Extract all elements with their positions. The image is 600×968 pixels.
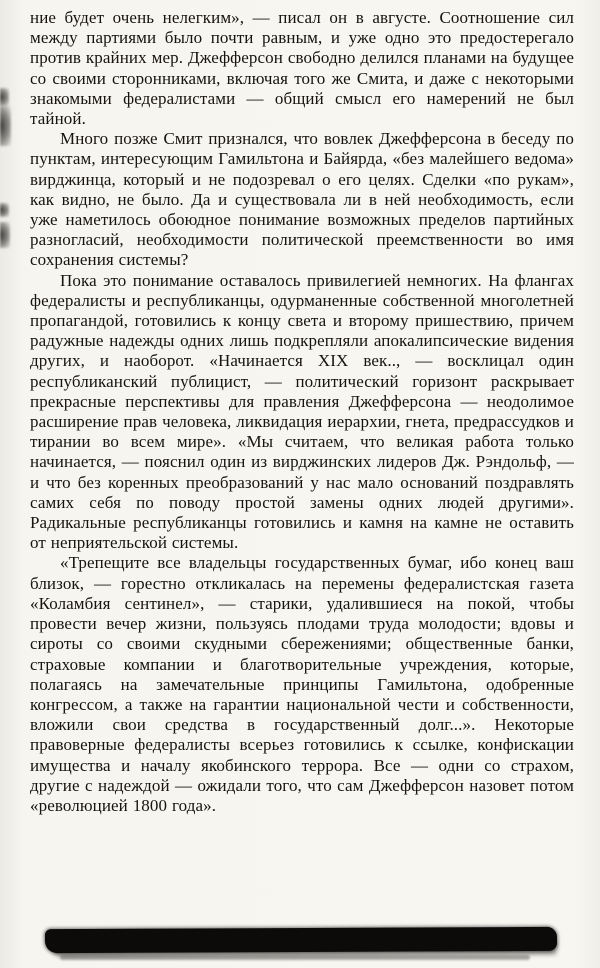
scan-artifact-left-smudge bbox=[0, 106, 11, 146]
paragraph-continuation: ние будет очень нелегким», — писал он в августе. Соотношение сил между партиями было почти равным, и уже одно это предостерегало против крайних мер. Джефферсон свободно делился планами на будущее со своими сторонниками, включая того же Смита, и даже с некоторыми знакомыми федералистами — общий смысл его намерений не был тайной. bbox=[30, 8, 574, 129]
paragraph-3: Пока это понимание оставалось привилегией немногих. На флангах федералисты и республиканцы, одурманенные собственной многолетней пропагандой, готовились к концу света и второму пришествию, причем радужные надежды одних лишь подкрепляли апокалипсические видения других, и наоборот. «Начинается XIX век.., — восклицал один республиканский публицист, — политический горизонт раскрывает прекрасные перспективы для правления Джефферсона — неодолимое расширение прав человека, ликвидация иерархии, гнета, предрассудков и тирании во всем мире». «Мы считаем, что великая работа только начинается, — пояснил один из вирджинских лидеров Дж. Рэндольф, — и что без коренных преобразований у нас мало оснований поздравлять самих себя по поводу простой замены одних людей другими». Радикальные республиканцы готовились и камня на камне не оставить от неприятельской системы. bbox=[30, 270, 574, 553]
page-text bbox=[30, 8, 574, 816]
scan-artifact-left-smudge bbox=[0, 88, 9, 106]
scan-artifact-left-smudge bbox=[0, 222, 10, 248]
paragraph-4: «Трепещите все владельцы государственных бумаг, ибо конец ваш близок, — горестно откликалась на перемены федералистская газета «Коламбия сентинел», — старики, удалившиеся на покой, чтобы провести вечер жизни, пользуясь плодами труда молодости; вдовы и сироты со своими скудными сбережениями; общественные банки, страховые компании и благотворительные учреждения, которые, полагаясь на замечательные принципы Гамильтона, одобренные конгрессом, а также на гарантии национальной чести и собственности, вложили свои средства в государственный долг...». Некоторые правоверные федералисты всерьез готовились к ссылке, конфискации имущества и началу якобинского террора. Все — одни со страхом, другие с надеждой — ожидали того, что сам Джефферсон назовет потом «революцией 1800 года». bbox=[30, 553, 574, 815]
scan-artifact-bottom-streak bbox=[60, 955, 530, 960]
scan-artifact-left-smudge bbox=[0, 203, 9, 217]
paragraph-2: Много позже Смит признался, что вовлек Джефферсона в беседу по пунктам, интересующим Гамильтона и Байярда, «без малейшего ведома» вирджинца, который и не подозревал о его целях. Сделки «по рукам», как видно, не было. Да и существовала ли в ней необходимость, если уже наметилось обоюдное понимание возможных пределов партийных разногласий, необходимости политической преемственности во имя сохранения системы? bbox=[30, 129, 574, 270]
scan-artifact-bottom-bar bbox=[45, 927, 557, 953]
